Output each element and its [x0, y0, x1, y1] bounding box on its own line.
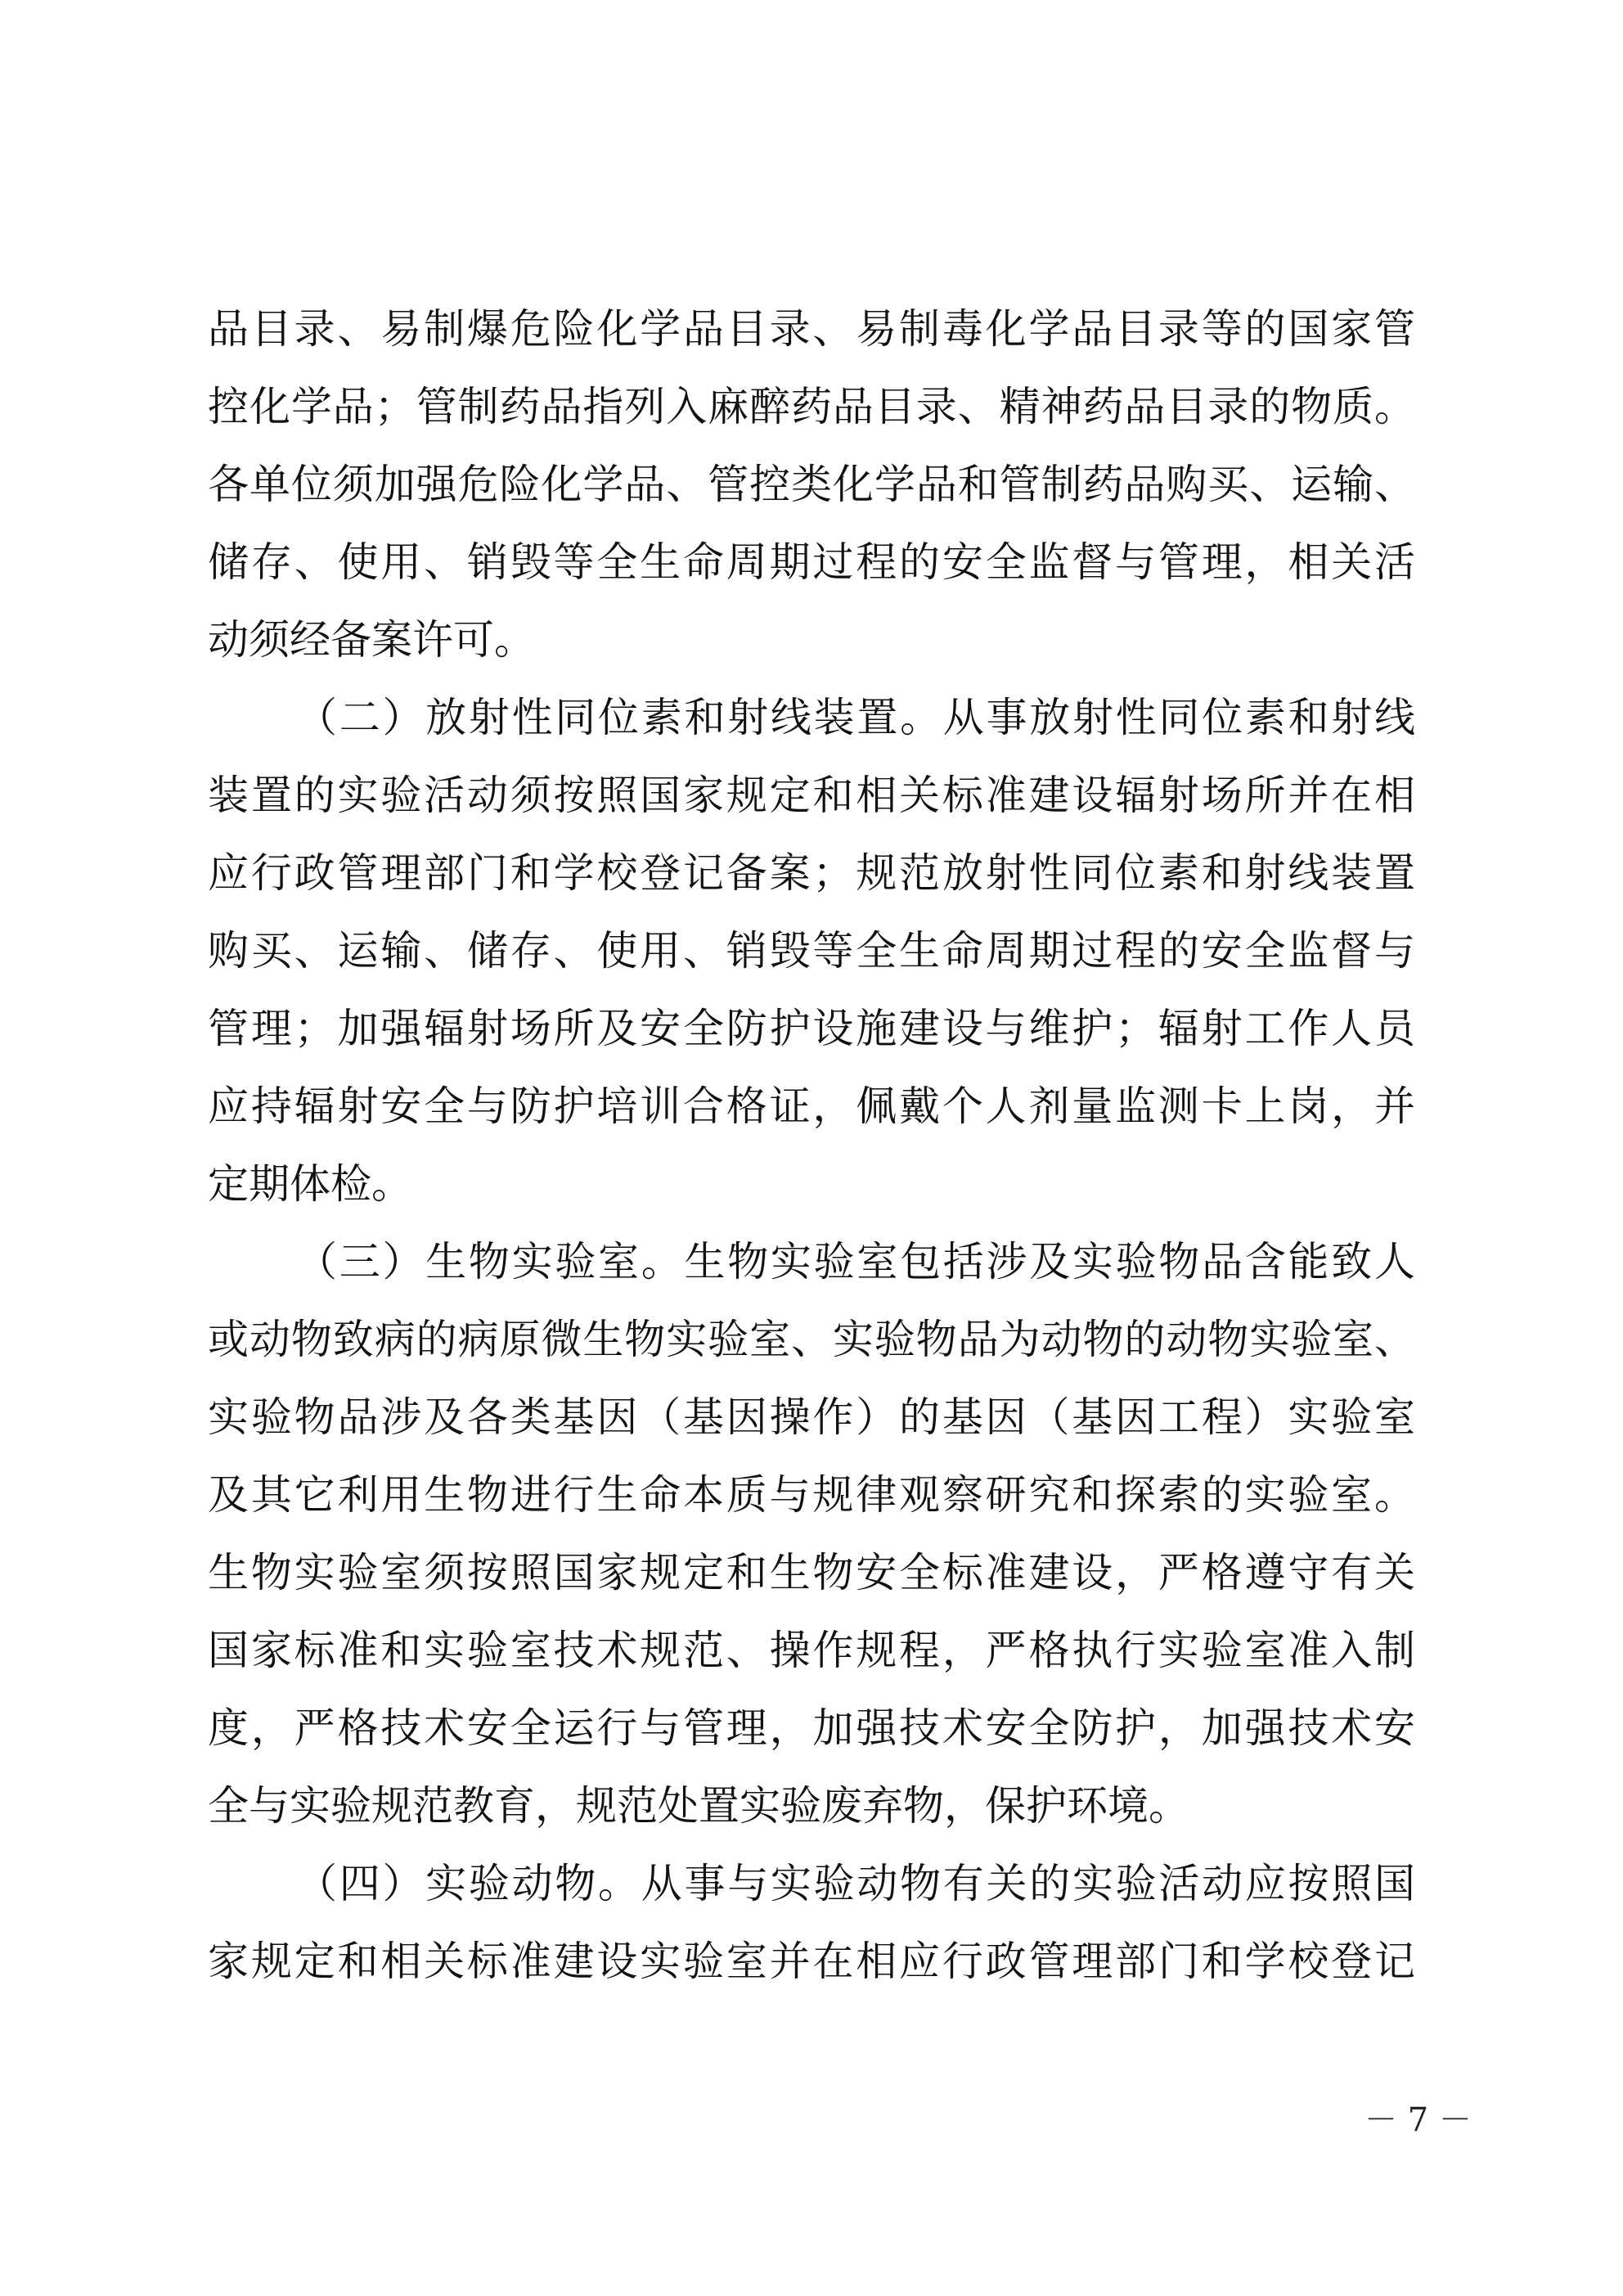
text-line: 动须经备案许可。: [208, 616, 535, 664]
body-text: [208, 290, 1415, 2001]
text-line: 及其它利用生物进行生命本质与规律观察研究和探索的实验室。: [208, 1471, 1415, 1519]
text-line: 管理；加强辐射场所及安全防护设施建设与维护；辐射工作人员: [208, 1005, 1415, 1052]
text-line: 购买、运输、储存、使用、销毁等全生命周期过程的安全监督与: [208, 927, 1415, 975]
text-line: 储存、使用、销毁等全生命周期过程的安全监督与管理，相关活: [208, 538, 1415, 586]
text-line: 控化学品；管制药品指列入麻醉药品目录、精神药品目录的物质。: [208, 383, 1415, 430]
text-line: 品目录、易制爆危险化学品目录、易制毒化学品目录等的国家管: [208, 305, 1415, 353]
text-line: 或动物致病的病原微生物实验室、实验物品为动物的动物实验室、: [208, 1316, 1415, 1363]
text-line: 家规定和相关标准建设实验室并在相应行政管理部门和学校登记: [208, 1938, 1415, 1985]
section-heading-line: （四）实验动物。从事与实验动物有关的实验活动应按照国: [296, 1860, 1415, 1907]
text-line: 生物实验室须按照国家规定和生物安全标准建设，严格遵守有关: [208, 1549, 1415, 1596]
section-heading-line: （三）生物实验室。生物实验室包括涉及实验物品含能致人: [296, 1238, 1415, 1285]
text-line: 各单位须加强危险化学品、管控类化学品和管制药品购买、运输、: [208, 461, 1415, 508]
section-heading-line: （二）放射性同位素和射线装置。从事放射性同位素和射线: [296, 694, 1415, 741]
text-line: 应持辐射安全与防护培训合格证，佩戴个人剂量监测卡上岗，并: [208, 1083, 1415, 1130]
text-line: 国家标准和实验室技术规范、操作规程，严格执行实验室准入制: [208, 1627, 1415, 1674]
page-number: － 7 －: [1364, 2101, 1472, 2139]
text-line: 度，严格技术安全运行与管理，加强技术安全防护，加强技术安: [208, 1704, 1415, 1752]
text-line: 全与实验规范教育，规范处置实验废弃物，保护环境。: [208, 1782, 1189, 1830]
text-line: 装置的实验活动须按照国家规定和相关标准建设辐射场所并在相: [208, 772, 1415, 819]
text-line: 应行政管理部门和学校登记备案；规范放射性同位素和射线装置: [208, 849, 1415, 897]
text-line: 实验物品涉及各类基因（基因操作）的基因（基因工程）实验室: [208, 1393, 1415, 1441]
text-line: 定期体检。: [208, 1160, 412, 1208]
